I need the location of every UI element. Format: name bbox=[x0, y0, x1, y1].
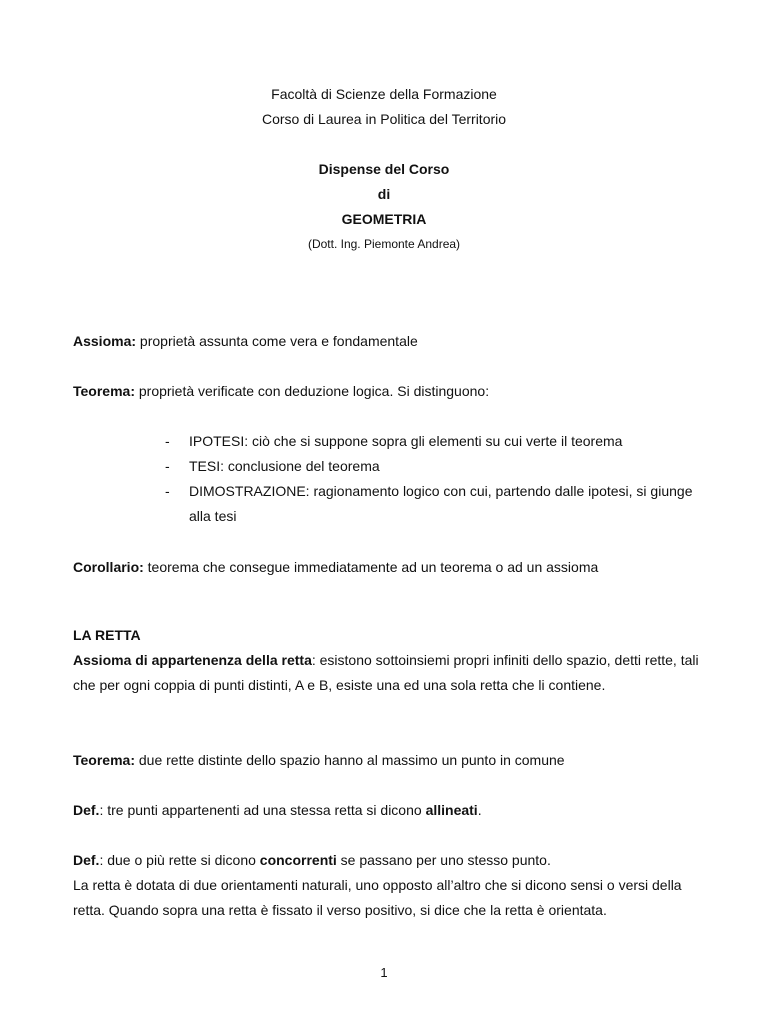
list-dash: - bbox=[165, 433, 170, 449]
section-heading: LA RETTA bbox=[73, 627, 141, 643]
def2-bold-word: concorrenti bbox=[259, 852, 337, 868]
corollario-term: Corollario: bbox=[73, 559, 144, 575]
document-header bbox=[0, 82, 768, 257]
corollario-definition bbox=[73, 555, 703, 580]
title-line-1: Dispense del Corso bbox=[318, 161, 450, 177]
assioma-term: Assioma: bbox=[73, 333, 137, 349]
def1-bold-word: allineati bbox=[425, 802, 478, 818]
corollario-text: teorema che consegue immediatamente ad un teorema o ad un assioma bbox=[143, 559, 599, 575]
author-line: (Dott. Ing. Piemonte Andrea) bbox=[307, 237, 461, 251]
def2-text-end: se passano per uno stesso punto. bbox=[336, 852, 551, 868]
teorema-definition bbox=[73, 379, 703, 404]
list-dash: - bbox=[165, 483, 170, 499]
assioma-appartenenza-text: : esistono sottoinsiemi propri infiniti dello spazio, detti rette, tali che per ogni coppia di punti distinti, A e B, esiste una ed una sola retta che li contiene. bbox=[73, 652, 699, 693]
degree-course: Corso di Laurea in Politica del Territorio bbox=[261, 111, 507, 127]
def-concorrenti bbox=[73, 848, 703, 923]
def1-text: : tre punti appartenenti ad una stessa retta si dicono bbox=[99, 802, 426, 818]
teorema-parts-list bbox=[165, 429, 705, 529]
def1-text-end: . bbox=[477, 802, 482, 818]
list-item-text: DIMOSTRAZIONE: ragionamento logico con cui, partendo dalle ipotesi, si giunge alla tesi bbox=[189, 483, 693, 524]
list-item bbox=[165, 454, 705, 479]
la-retta-section bbox=[73, 623, 703, 698]
def2-term: Def. bbox=[73, 852, 100, 868]
teorema2-definition bbox=[73, 748, 703, 773]
teorema2-term: Teorema: bbox=[73, 752, 135, 768]
title-line-3: GEOMETRIA bbox=[341, 211, 427, 227]
teorema2-text: due rette distinte dello spazio hanno al massimo un punto in comune bbox=[134, 752, 565, 768]
assioma-definition bbox=[73, 329, 703, 354]
def-allineati bbox=[73, 798, 703, 823]
page-number: 1 bbox=[380, 965, 388, 980]
assioma-appartenenza-term: Assioma di appartenenza della retta bbox=[73, 652, 312, 668]
list-item bbox=[165, 479, 705, 529]
faculty-name: Facoltà di Scienze della Formazione bbox=[271, 86, 497, 102]
list-item-text: IPOTESI: ciò che si suppone sopra gli elementi su cui verte il teorema bbox=[189, 433, 623, 449]
list-item bbox=[165, 429, 705, 454]
assioma-text: proprietà assunta come vera e fondamentale bbox=[136, 333, 418, 349]
teorema-term: Teorema: bbox=[73, 383, 135, 399]
def1-term: Def. bbox=[73, 802, 100, 818]
def2-text: : due o più rette si dicono bbox=[99, 852, 260, 868]
list-item-text: TESI: conclusione del teorema bbox=[189, 458, 380, 474]
teorema-text: proprietà verificate con deduzione logica. Si distinguono: bbox=[134, 383, 490, 399]
title-line-2: di bbox=[377, 186, 391, 202]
list-dash: - bbox=[165, 458, 170, 474]
orientation-paragraph: La retta è dotata di due orientamenti naturali, uno opposto all’altro che si dicono sensi o versi della retta. Quando sopra una retta è fissato il verso positivo, si dice che la retta è orientata. bbox=[73, 877, 682, 918]
